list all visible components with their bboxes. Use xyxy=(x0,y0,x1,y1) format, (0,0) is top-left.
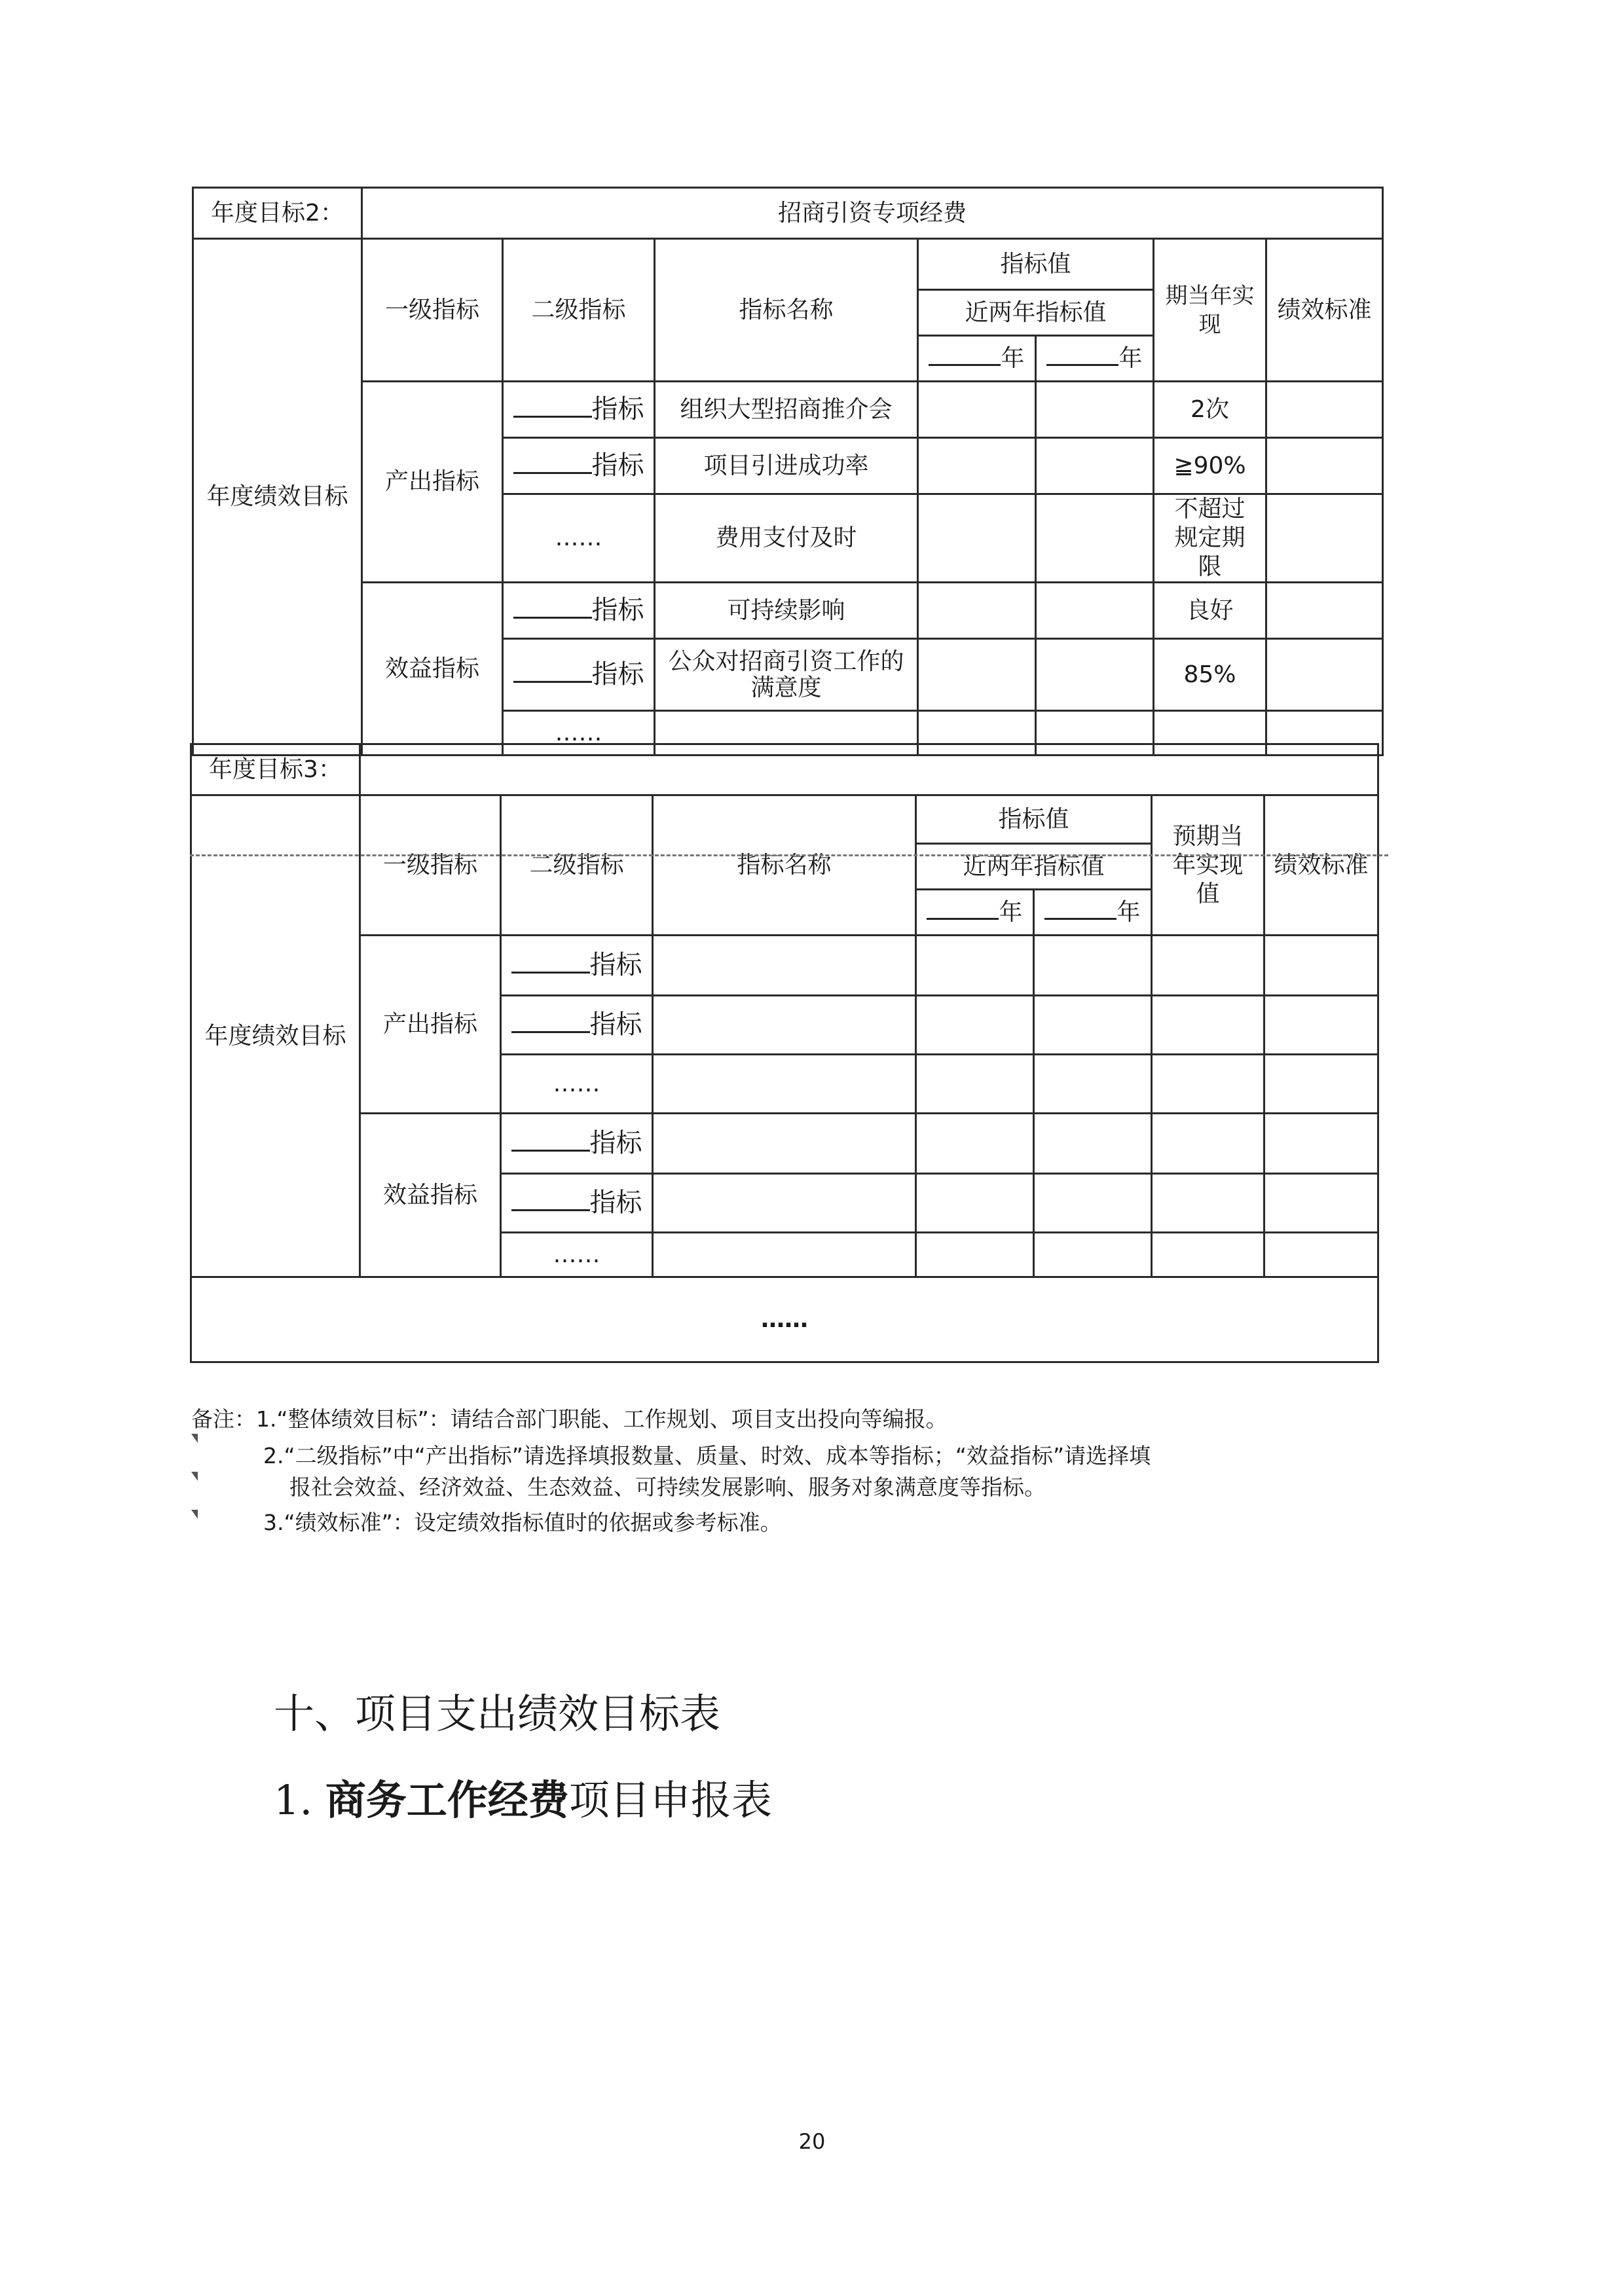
cell xyxy=(1036,494,1154,583)
goal2-header-value: 指标值 xyxy=(918,239,1154,290)
cell xyxy=(1264,1055,1378,1114)
goal2-output-name: 项目引进成功率 xyxy=(655,438,918,494)
goal2-output-level2: …… xyxy=(503,494,655,583)
goal3-title xyxy=(360,744,1378,795)
note-line-2: 2.“二级指标”中“产出指标”请选择填报数量、质量、时效、成本等指标；“效益指标”请选择填 xyxy=(263,1443,1151,1468)
goal2-benefit-level2: 指标 xyxy=(503,583,655,639)
goal2-label: 年度目标2： xyxy=(193,188,362,239)
goal3-more-row: …… xyxy=(191,1277,1378,1362)
goal2-benefit-expected: 85% xyxy=(1154,639,1266,711)
goal3-table xyxy=(190,743,1379,1363)
cell xyxy=(653,1055,916,1114)
margin-mark-icon xyxy=(191,1434,198,1443)
goal3-year-cell-1: 年 xyxy=(916,890,1034,936)
goal3-output-level2: 指标 xyxy=(501,996,653,1055)
goal2-output-label: 产出指标 xyxy=(362,382,503,583)
cell xyxy=(1152,936,1264,996)
goal3-header-name: 指标名称 xyxy=(653,795,916,936)
goal3-output-label: 产出指标 xyxy=(360,936,501,1114)
goal2-header-level2: 二级指标 xyxy=(503,239,655,382)
cell xyxy=(918,639,1036,711)
cell xyxy=(1036,639,1154,711)
cell xyxy=(1034,1114,1152,1174)
goal3-benefit-level2: …… xyxy=(501,1233,653,1277)
goal2-benefit-level2: …… xyxy=(503,711,655,756)
cell xyxy=(1152,996,1264,1055)
subsection-suffix: 项目申报表 xyxy=(568,1776,772,1824)
goal2-header-standard: 绩效标准 xyxy=(1266,239,1383,382)
goal3-header-value: 指标值 xyxy=(916,795,1152,844)
goal2-output-expected: 不超过规定期限 xyxy=(1154,494,1266,583)
cell xyxy=(1264,936,1378,996)
goal2-year-cell-2: 年 xyxy=(1036,336,1154,382)
margin-mark-icon xyxy=(191,1472,198,1481)
cell xyxy=(1036,382,1154,438)
cell xyxy=(1036,583,1154,639)
goal3-header-level1: 一级指标 xyxy=(360,795,501,936)
cell xyxy=(918,494,1036,583)
goal2-year-cell-1: 年 xyxy=(918,336,1036,382)
goal2-output-expected: 2次 xyxy=(1154,382,1266,438)
subsection-project: 商务工作经费 xyxy=(325,1776,569,1824)
cell xyxy=(916,1055,1034,1114)
cell xyxy=(918,382,1036,438)
goal3-benefit-level2: 指标 xyxy=(501,1174,653,1233)
subsection-number: 1. xyxy=(274,1776,313,1824)
goal2-title: 招商引资专项经费 xyxy=(362,188,1383,239)
goal2-benefit-name: 公众对招商引资工作的满意度 xyxy=(655,639,918,711)
cell xyxy=(1036,438,1154,494)
cell xyxy=(916,1174,1034,1233)
goal2-benefit-name: 可持续影响 xyxy=(655,583,918,639)
cell xyxy=(653,1233,916,1277)
section-heading: 十、项目支出绩效目标表 xyxy=(274,1690,721,1738)
goal3-header-expected: 预期当年实现值 xyxy=(1152,795,1264,936)
goal2-header-name: 指标名称 xyxy=(655,239,918,382)
cell xyxy=(916,1114,1034,1174)
goal2-benefit-label: 效益指标 xyxy=(362,583,503,756)
goal2-benefit-level2: 指标 xyxy=(503,639,655,711)
cell xyxy=(1152,1174,1264,1233)
goal3-year-cell-2: 年 xyxy=(1034,890,1152,936)
goal2-output-expected: ≧90% xyxy=(1154,438,1266,494)
cell xyxy=(653,1114,916,1174)
goal2-benefit-expected: 良好 xyxy=(1154,583,1266,639)
goal3-benefit-level2: 指标 xyxy=(501,1114,653,1174)
cell xyxy=(1266,438,1383,494)
goal2-output-name: 组织大型招商推介会 xyxy=(655,382,918,438)
notes xyxy=(191,1401,1435,1541)
cell xyxy=(1264,996,1378,1055)
goal2-header-level1: 一级指标 xyxy=(362,239,503,382)
cell xyxy=(1264,1233,1378,1277)
dashed-divider xyxy=(190,854,1388,856)
cell xyxy=(1034,1233,1152,1277)
cell xyxy=(1152,1114,1264,1174)
goal2-table xyxy=(192,187,1384,756)
cell xyxy=(916,1233,1034,1277)
cell xyxy=(1034,996,1152,1055)
margin-mark-icon xyxy=(191,1510,198,1519)
note-line-3: 报社会效益、经济效益、生态效益、可持续发展影响、服务对象满意度等指标。 xyxy=(289,1474,1046,1500)
cell xyxy=(1266,639,1383,711)
cell xyxy=(916,996,1034,1055)
goal3-header-recent: 近两年指标值 xyxy=(916,844,1152,890)
cell xyxy=(1264,1174,1378,1233)
goal3-section-label: 年度绩效目标 xyxy=(191,795,360,1277)
cell xyxy=(1034,1174,1152,1233)
goal2-output-level2: 指标 xyxy=(503,382,655,438)
note-line-4: 3.“绩效标准”：设定绩效指标值时的依据或参考标准。 xyxy=(263,1510,782,1535)
goal2-section-label: 年度绩效目标 xyxy=(193,239,362,756)
goal2-output-level2: 指标 xyxy=(503,438,655,494)
goal2-output-name: 费用支付及时 xyxy=(655,494,918,583)
cell xyxy=(653,1174,916,1233)
goal3-output-level2: …… xyxy=(501,1055,653,1114)
cell xyxy=(1266,583,1383,639)
cell xyxy=(1152,1055,1264,1114)
cell xyxy=(916,936,1034,996)
cell xyxy=(653,936,916,996)
goal3-header-standard: 绩效标准 xyxy=(1264,795,1378,936)
goal3-output-level2: 指标 xyxy=(501,936,653,996)
cell xyxy=(1152,1233,1264,1277)
page-number: 20 xyxy=(798,2129,826,2154)
cell xyxy=(1034,1055,1152,1114)
cell xyxy=(918,583,1036,639)
cell xyxy=(1264,1114,1378,1174)
goal2-header-expected: 期当年实现 xyxy=(1154,239,1266,382)
cell xyxy=(1266,494,1383,583)
goal3-label: 年度目标3： xyxy=(191,744,360,795)
subsection-heading xyxy=(274,1768,772,1826)
cell xyxy=(1266,382,1383,438)
goal3-header-level2: 二级指标 xyxy=(501,795,653,936)
cell xyxy=(1034,936,1152,996)
goal2-header-recent: 近两年指标值 xyxy=(918,290,1154,336)
note-line-1: 备注：1.“整体绩效目标”：请结合部门职能、工作规划、项目支出投向等编报。 xyxy=(191,1406,948,1432)
cell xyxy=(918,438,1036,494)
goal3-benefit-label: 效益指标 xyxy=(360,1114,501,1277)
cell xyxy=(653,996,916,1055)
